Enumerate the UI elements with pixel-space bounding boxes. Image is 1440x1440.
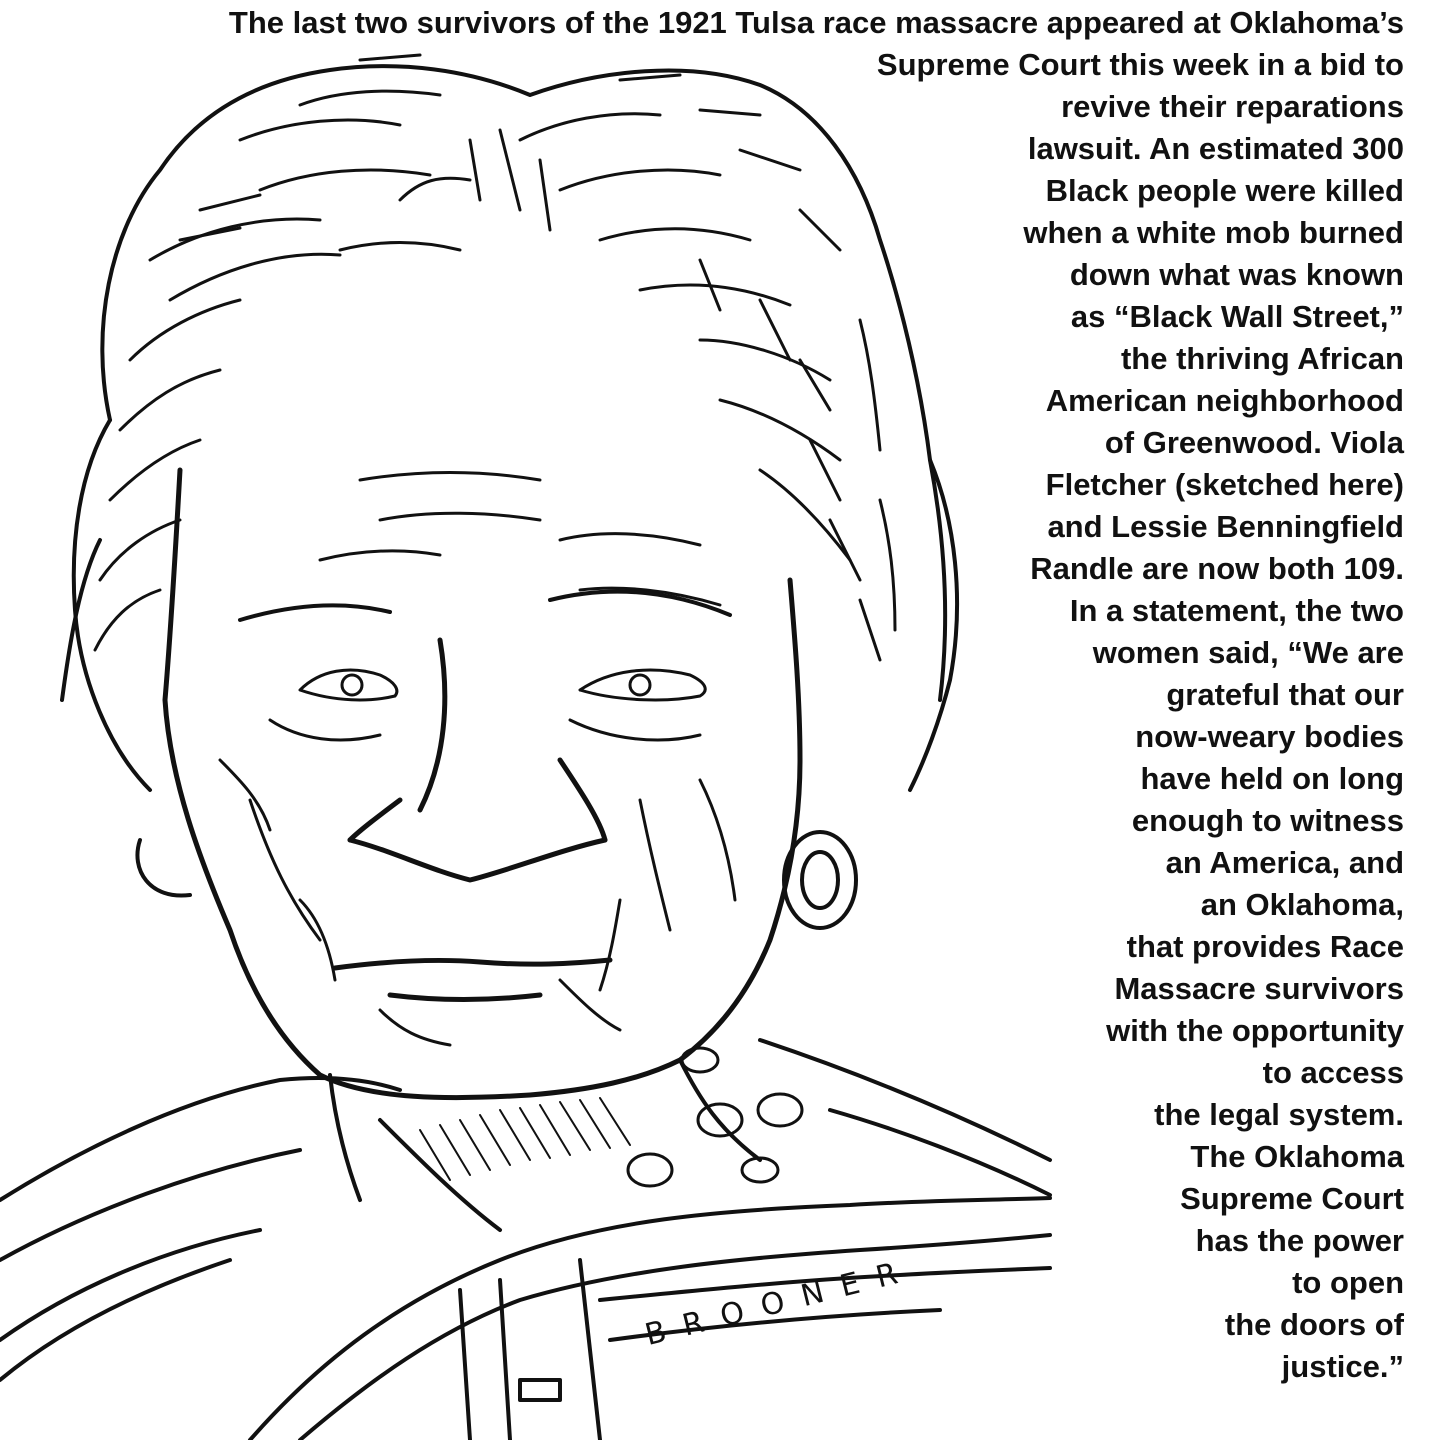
caption-line: American neighborhood bbox=[1045, 383, 1404, 418]
caption-line: have held on long bbox=[1140, 761, 1404, 796]
caption-line: to access bbox=[1262, 1055, 1404, 1090]
caption-line: and Lessie Benningfield bbox=[1047, 509, 1404, 544]
caption-line: of Greenwood. Viola bbox=[1104, 425, 1404, 460]
caption-line: the thriving African bbox=[1120, 341, 1404, 376]
caption-line: lawsuit. An estimated 300 bbox=[1027, 131, 1404, 166]
caption-line: now-weary bodies bbox=[1135, 719, 1404, 754]
caption-line: Massacre survivors bbox=[1114, 971, 1404, 1006]
caption-line: Supreme Court bbox=[1180, 1181, 1404, 1216]
caption-line: with the opportunity bbox=[1106, 1013, 1404, 1048]
caption-line: The Oklahoma bbox=[1190, 1139, 1404, 1174]
caption-line: In a statement, the two bbox=[1069, 593, 1404, 628]
caption-line: Fletcher (sketched here) bbox=[1045, 467, 1404, 502]
caption-line: enough to witness bbox=[1131, 803, 1404, 838]
caption-line: an America, and bbox=[1165, 845, 1404, 880]
caption-line: as “Black Wall Street,” bbox=[1070, 299, 1404, 334]
caption-line: to open bbox=[1292, 1265, 1404, 1300]
caption-text bbox=[64, 2, 1404, 1388]
caption-line: an Oklahoma, bbox=[1200, 887, 1404, 922]
caption-line: the legal system. bbox=[1154, 1097, 1404, 1132]
caption-line: justice.” bbox=[1281, 1349, 1404, 1384]
caption-line: Randle are now both 109. bbox=[1030, 551, 1404, 586]
caption-line: when a white mob burned bbox=[1023, 215, 1404, 250]
artist-signature: BROONER bbox=[641, 1252, 919, 1353]
caption-line: has the power bbox=[1195, 1223, 1404, 1258]
caption-line: Supreme Court this week in a bid to bbox=[876, 47, 1404, 82]
caption-line: the doors of bbox=[1224, 1307, 1404, 1342]
caption-line: The last two survivors of the 1921 Tulsa race massacre appeared at Oklahoma’s bbox=[228, 5, 1404, 40]
caption-line: grateful that our bbox=[1166, 677, 1404, 712]
caption-line: down what was known bbox=[1069, 257, 1404, 292]
caption-line: that provides Race bbox=[1126, 929, 1404, 964]
caption-line: revive their reparations bbox=[1061, 89, 1404, 124]
caption-line: women said, “We are bbox=[1092, 635, 1404, 670]
caption-line: Black people were killed bbox=[1045, 173, 1404, 208]
